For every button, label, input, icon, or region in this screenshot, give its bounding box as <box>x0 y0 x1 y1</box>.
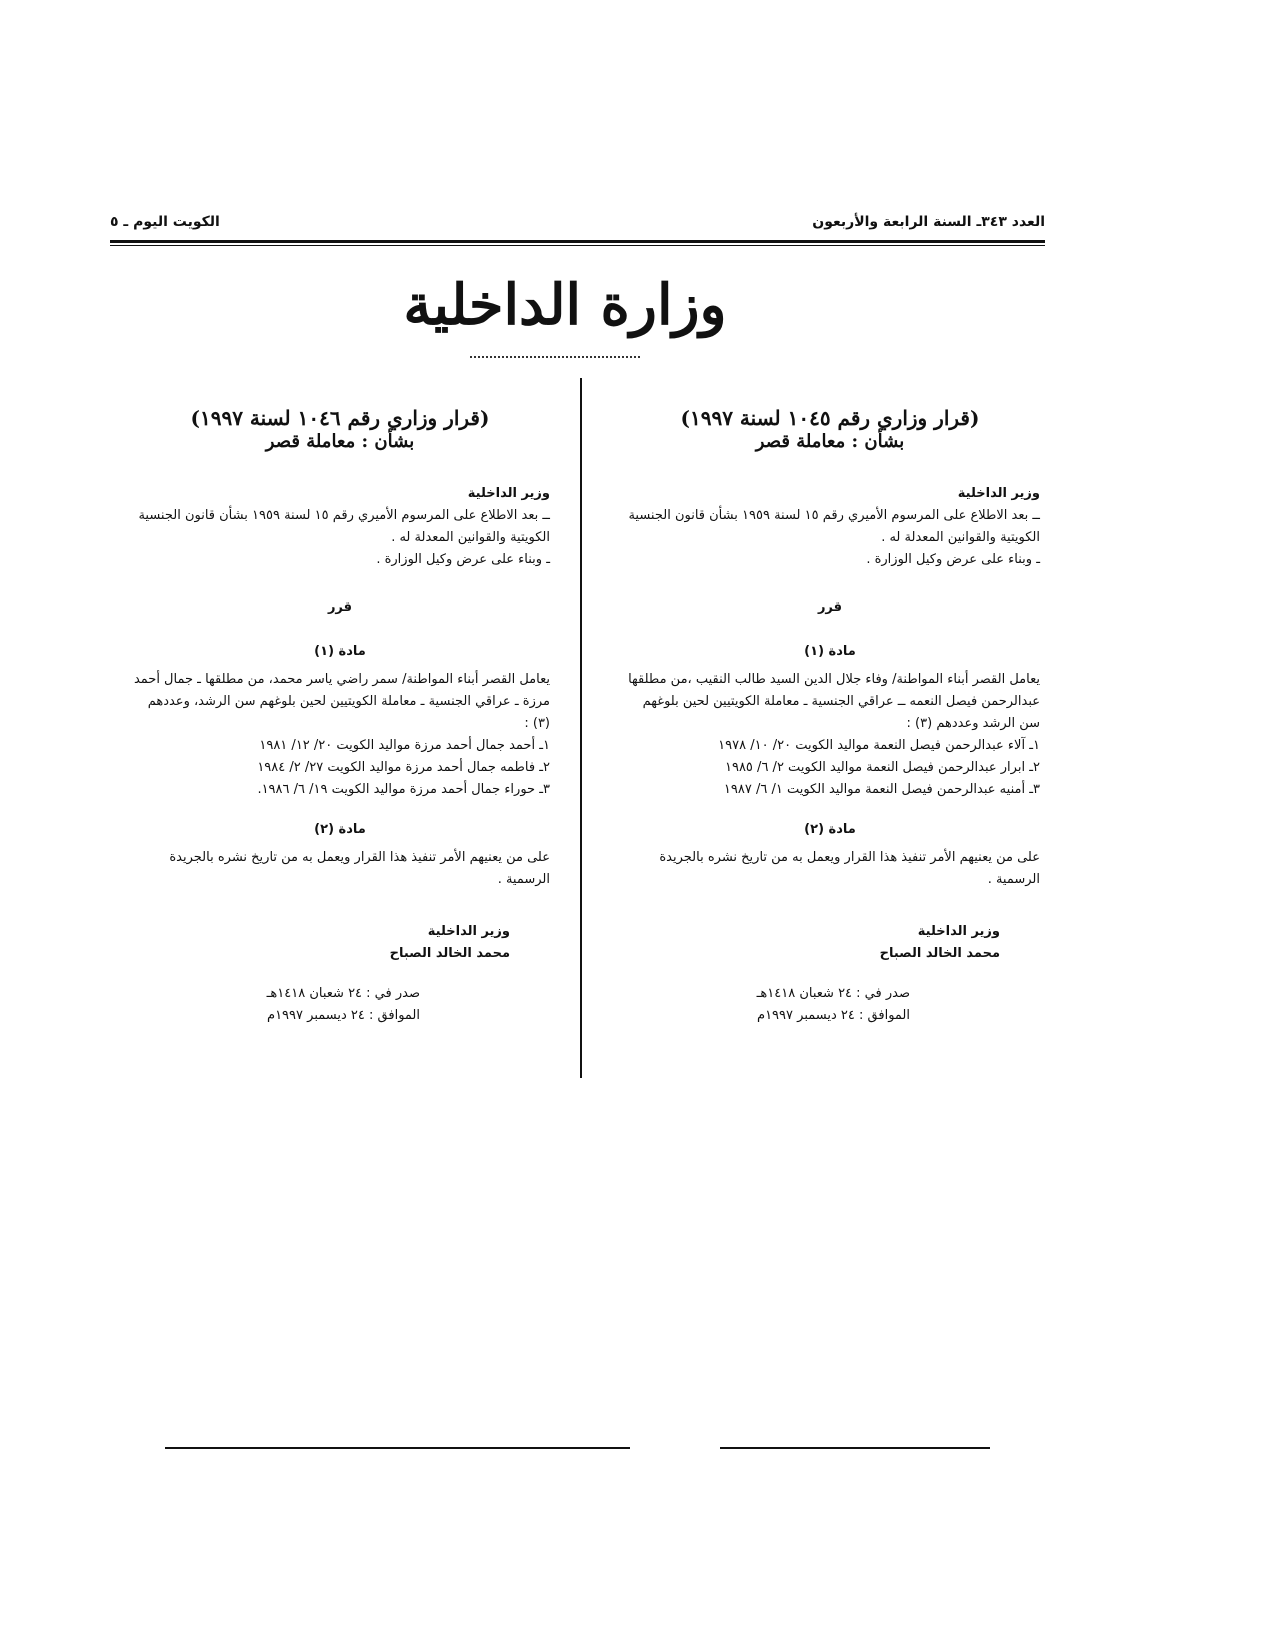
decreed-label: قرر <box>817 600 843 615</box>
article-2-text: على من يعنيهم الأمر تنفيذ هذا القرار ويعمل به من تاريخ نشره بالجريدة الرسمية . <box>659 850 1040 887</box>
list-item: ١ـ أحمد جمال أحمد مرزة مواليد الكويت ٢٠/ ١٢/ ١٩٨١ <box>259 738 550 753</box>
article-1-text: يعامل القصر أبناء المواطنة/ سمر راضي ياسر محمد، من مطلقها ـ جمال أحمد مرزة ـ عراقي الجنسية ـ معاملة الكويتيين لحين بلوغهم سن الرشد، وعددهم (٣) : <box>133 672 550 731</box>
signature-title: وزير الداخلية <box>427 924 510 939</box>
decision-1045 <box>620 405 1040 1027</box>
decision-title: (قرار وزاري رقم ١٠٤٦ لسنة ١٩٩٧) <box>190 406 490 430</box>
list-item: ١ـ آلاء عبدالرحمن فيصل النعمة مواليد الكويت ٢٠/ ١٠/ ١٩٧٨ <box>718 738 1040 753</box>
ministry-heading: وزارة الداخلية <box>403 272 727 338</box>
list-item: ٢ـ فاطمه جمال أحمد مرزة مواليد الكويت ٢٧/ ٢/ ١٩٨٤ <box>257 760 550 775</box>
preamble-clause: ـ وبناء على عرض وكيل الوزارة . <box>866 552 1040 567</box>
signature-name: محمد الخالد الصباح <box>389 946 510 961</box>
decision-title: (قرار وزاري رقم ١٠٤٥ لسنة ١٩٩٧) <box>680 406 980 430</box>
article-2-heading: مادة (٢) <box>314 822 366 837</box>
issued-gregorian: الموافق : ٢٤ ديسمبر ١٩٩٧م <box>757 1008 910 1023</box>
bottom-rule <box>720 1447 990 1449</box>
signature-block <box>130 921 550 965</box>
issuer-title: وزير الداخلية <box>467 486 550 501</box>
signature-name: محمد الخالد الصباح <box>879 946 1000 961</box>
issued-hijri: صدر في : ٢٤ شعبان ١٤١٨هـ <box>266 986 420 1001</box>
decision-subject: بشأن : معاملة قصر <box>265 431 415 452</box>
paper-line: الكويت اليوم ـ ٥ <box>110 214 220 230</box>
signature-title: وزير الداخلية <box>917 924 1000 939</box>
page-header <box>110 214 1045 240</box>
decision-1046 <box>130 405 550 1027</box>
issue-dates <box>620 983 1040 1027</box>
article-1-text: يعامل القصر أبناء المواطنة/ وفاء جلال الدين السيد طالب النقيب ،من مطلقها عبدالرحمن فيصل النعمه ــ عراقي الجنسية ـ معاملة الكويتيين لحين بلوغهم سن الرشد وعددهم (٣) : <box>628 672 1040 731</box>
decision-subject: بشأن : معاملة قصر <box>755 431 905 452</box>
list-item: ٢ـ ابرار عبدالرحمن فيصل النعمة مواليد الكويت ٢/ ٦/ ١٩٨٥ <box>724 760 1040 775</box>
column-divider <box>580 378 582 1078</box>
list-item: ٣ـ أمنيه عبدالرحمن فيصل النعمة مواليد الكويت ١/ ٦/ ١٩٨٧ <box>723 782 1040 797</box>
article-2-text: على من يعنيهم الأمر تنفيذ هذا القرار ويعمل به من تاريخ نشره بالجريدة الرسمية . <box>169 850 550 887</box>
issue-dates <box>130 983 550 1027</box>
ornament-divider <box>470 356 640 358</box>
signature-block <box>620 921 1040 965</box>
decreed-label: قرر <box>327 600 353 615</box>
article-1-heading: مادة (١) <box>804 644 856 659</box>
issuer-title: وزير الداخلية <box>957 486 1040 501</box>
header-rule <box>110 240 1045 246</box>
preamble-clause: ــ بعد الاطلاع على المرسوم الأميري رقم ١٥ لسنة ١٩٥٩ بشأن قانون الجنسية الكويتية والقوانين المعدلة له . <box>138 508 550 545</box>
article-1-heading: مادة (١) <box>314 644 366 659</box>
bottom-rule <box>165 1447 630 1449</box>
list-item: ٣ـ حوراء جمال أحمد مرزة مواليد الكويت ١٩/ ٦/ ١٩٨٦. <box>257 782 550 797</box>
article-2-heading: مادة (٢) <box>804 822 856 837</box>
issued-gregorian: الموافق : ٢٤ ديسمبر ١٩٩٧م <box>267 1008 420 1023</box>
issued-hijri: صدر في : ٢٤ شعبان ١٤١٨هـ <box>756 986 910 1001</box>
preamble-clause: ـ وبناء على عرض وكيل الوزارة . <box>376 552 550 567</box>
issue-line: العدد ٣٤٣ـ السنة الرابعة والأربعون <box>812 214 1045 230</box>
preamble-clause: ــ بعد الاطلاع على المرسوم الأميري رقم ١٥ لسنة ١٩٥٩ بشأن قانون الجنسية الكويتية والقوانين المعدلة له . <box>628 508 1040 545</box>
